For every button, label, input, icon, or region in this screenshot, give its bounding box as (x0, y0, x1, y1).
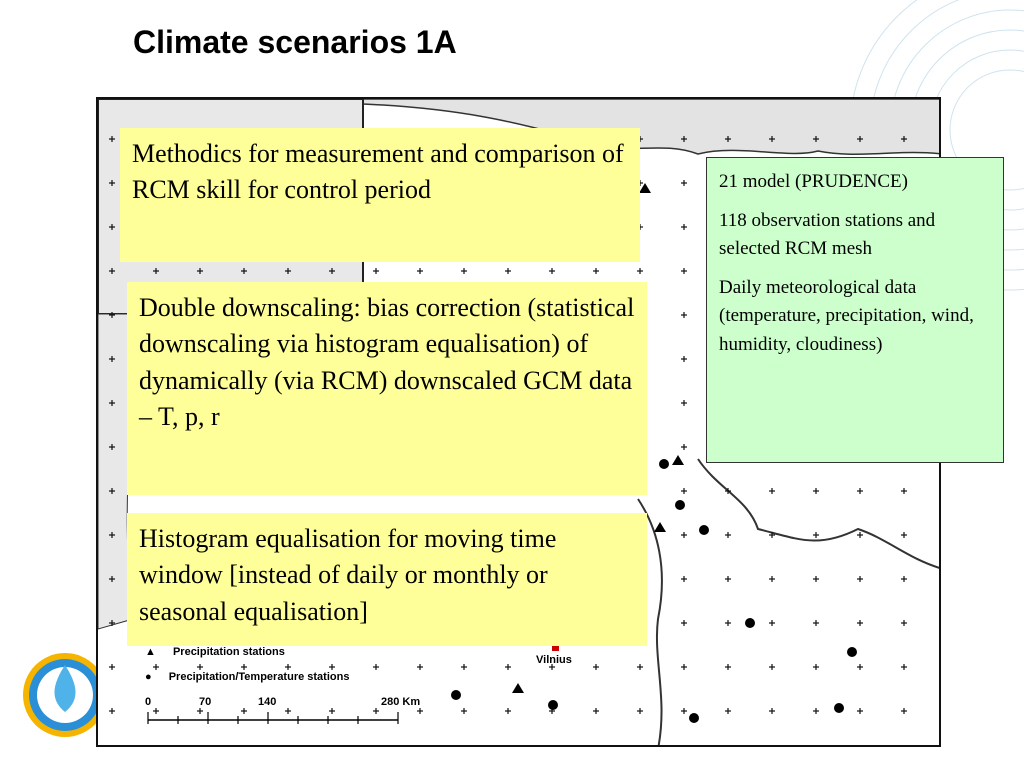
legend-precip-temp-label: Precipitation/Temperature stations (168, 671, 350, 683)
info-stations: 118 observation stations and selected RCM mesh (719, 209, 936, 259)
callout-methodics: Methodics for measurement and comparison of RCM skill for control period (120, 128, 640, 262)
info-data: Daily meteorological data (temperature, precipitation, wind, humidity, cloudiness) (719, 276, 974, 355)
info-box (706, 157, 1004, 463)
city-label-vilnius: Vilnius (536, 654, 572, 666)
scale-label-280: 280 Km (381, 696, 421, 708)
scale-label-140: 140 (258, 696, 277, 708)
info-models: 21 model (PRUDENCE) (719, 171, 908, 192)
slide-title: Climate scenarios 1A (133, 24, 457, 60)
legend-precip-temp-marker: ● (145, 671, 152, 683)
logo-icon (23, 653, 107, 737)
scale-label-0: 0 (145, 696, 152, 708)
callout-double-downscaling: Double downscaling: bias correction (statistical downscaling via histogram equalisation) of dynamically (via RCM) downscaled GCM data – T, p, r (127, 282, 647, 495)
legend-precip-marker: ▲ (145, 646, 156, 658)
scale-label-70: 70 (199, 696, 212, 708)
legend-precip-label: Precipitation stations (172, 646, 285, 658)
callout-histogram: Histogram equalisation for moving time window [instead of daily or monthly or seasonal equalisation] (127, 513, 647, 646)
